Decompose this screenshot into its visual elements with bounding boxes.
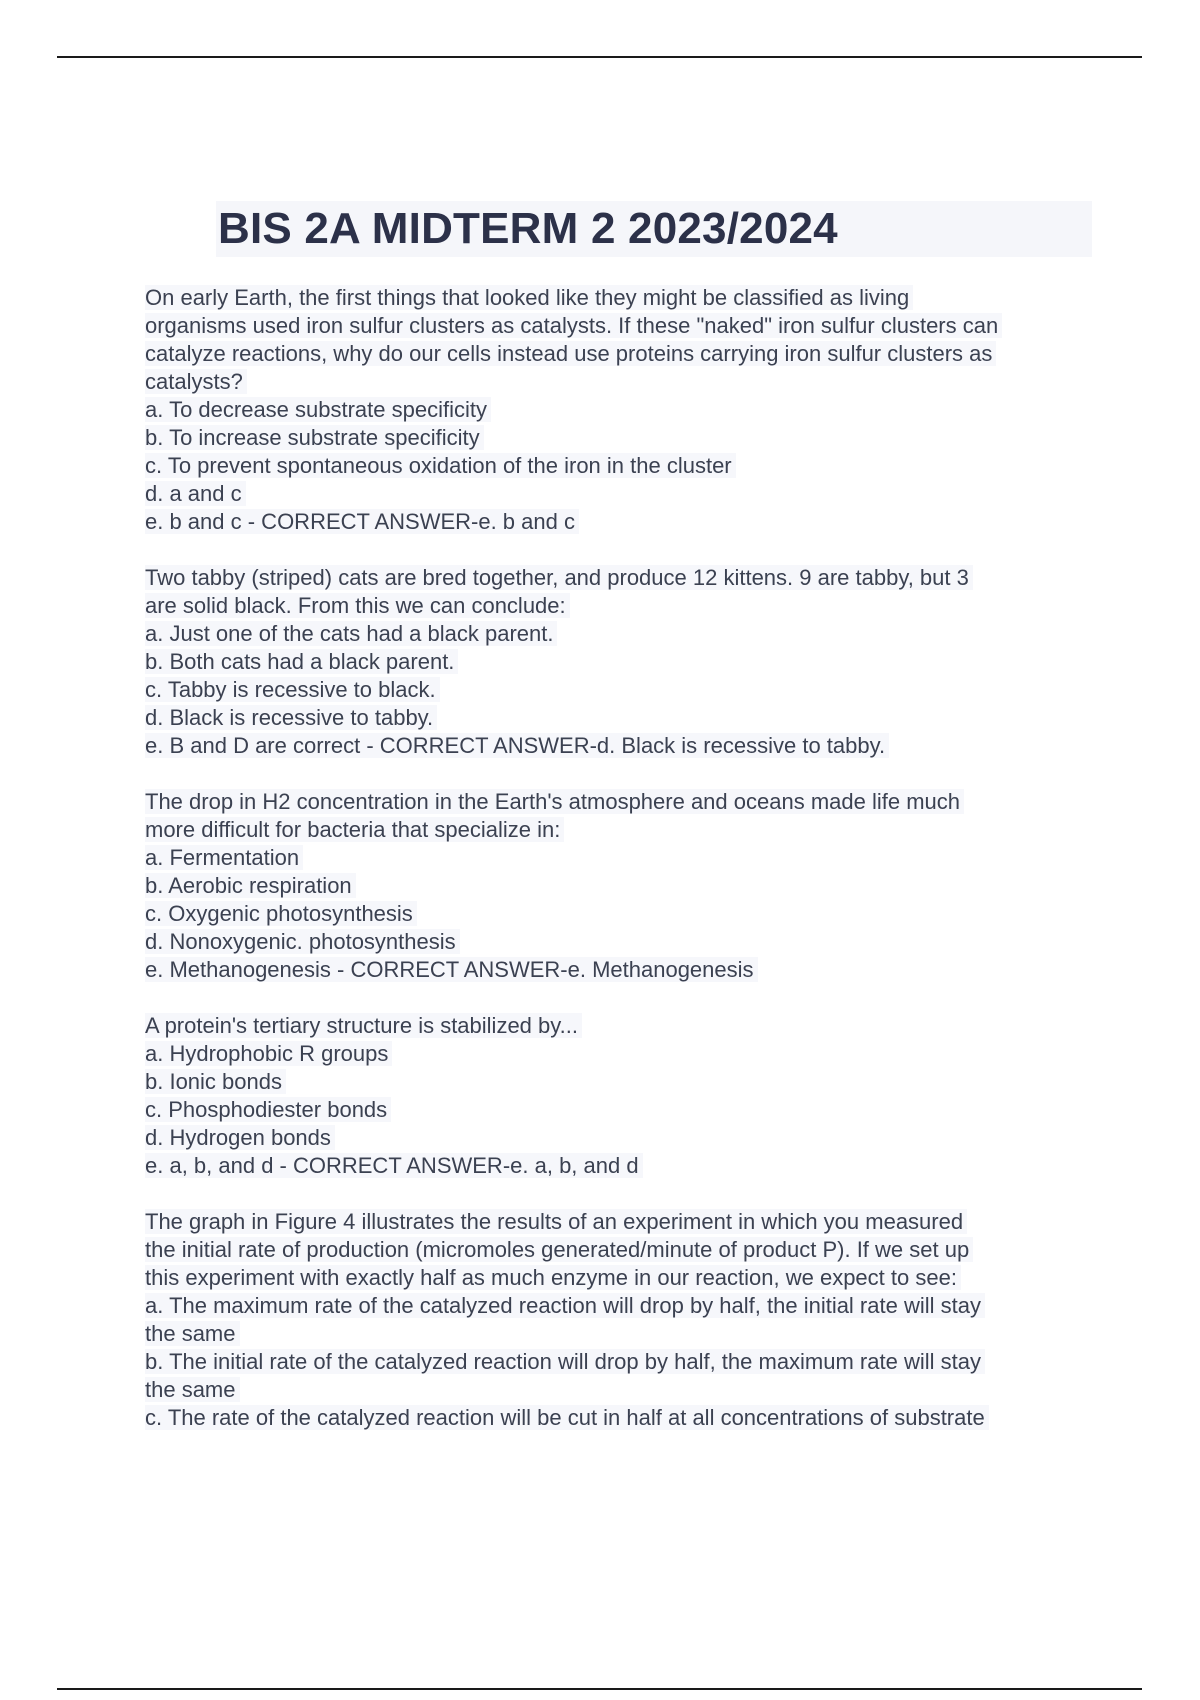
question-4 [145, 1012, 1105, 1180]
answer-option: b. Aerobic respiration [145, 872, 1105, 900]
question-3 [145, 788, 1105, 984]
question-line: The graph in Figure 4 illustrates the results of an experiment in which you measured [145, 1208, 1105, 1236]
question-line: organisms used iron sulfur clusters as catalysts. If these "naked" iron sulfur clusters can [145, 312, 1105, 340]
top-rule [57, 56, 1142, 58]
answer-option: b. The initial rate of the catalyzed reaction will drop by half, the maximum rate will stay [145, 1348, 1105, 1376]
answer-option: c. To prevent spontaneous oxidation of the iron in the cluster [145, 452, 1105, 480]
answer-option: c. Oxygenic photosynthesis [145, 900, 1105, 928]
answer-option: c. Phosphodiester bonds [145, 1096, 1105, 1124]
question-line: this experiment with exactly half as much enzyme in our reaction, we expect to see: [145, 1264, 1105, 1292]
answer-option: the same [145, 1320, 1105, 1348]
answer-option: a. Hydrophobic R groups [145, 1040, 1105, 1068]
answer-option: b. Both cats had a black parent. [145, 648, 1105, 676]
question-line: more difficult for bacteria that specialize in: [145, 816, 1105, 844]
answer-option: a. Just one of the cats had a black parent. [145, 620, 1105, 648]
question-line: A protein's tertiary structure is stabilized by... [145, 1012, 1105, 1040]
bottom-rule [57, 1688, 1142, 1690]
answer-option: c. Tabby is recessive to black. [145, 676, 1105, 704]
answer-option: d. Hydrogen bonds [145, 1124, 1105, 1152]
answer-option: the same [145, 1376, 1105, 1404]
question-line: The drop in H2 concentration in the Earth's atmosphere and oceans made life much [145, 788, 1105, 816]
answer-option: a. To decrease substrate specificity [145, 396, 1105, 424]
answer-option: a. Fermentation [145, 844, 1105, 872]
answer-option-correct: e. a, b, and d - CORRECT ANSWER-e. a, b, and d [145, 1152, 1105, 1180]
question-line: the initial rate of production (micromoles generated/minute of product P). If we set up [145, 1236, 1105, 1264]
question-line: catalyze reactions, why do our cells instead use proteins carrying iron sulfur clusters as [145, 340, 1105, 368]
answer-option: d. Black is recessive to tabby. [145, 704, 1105, 732]
question-5 [145, 1208, 1105, 1432]
answer-option: d. a and c [145, 480, 1105, 508]
answer-option-correct: e. Methanogenesis - CORRECT ANSWER-e. Methanogenesis [145, 956, 1105, 984]
answer-option-correct: e. B and D are correct - CORRECT ANSWER-d. Black is recessive to tabby. [145, 732, 1105, 760]
question-1 [145, 284, 1105, 536]
answer-option: a. The maximum rate of the catalyzed reaction will drop by half, the initial rate will stay [145, 1292, 1105, 1320]
answer-option: d. Nonoxygenic. photosynthesis [145, 928, 1105, 956]
question-line: Two tabby (striped) cats are bred together, and produce 12 kittens. 9 are tabby, but 3 [145, 564, 1105, 592]
document-title: BIS 2A MIDTERM 2 2023/2024 [218, 204, 838, 253]
document-body [145, 284, 1105, 1460]
answer-option: b. Ionic bonds [145, 1068, 1105, 1096]
answer-option-correct: e. b and c - CORRECT ANSWER-e. b and c [145, 508, 1105, 536]
question-line: are solid black. From this we can conclude: [145, 592, 1105, 620]
question-2 [145, 564, 1105, 760]
question-line: catalysts? [145, 368, 1105, 396]
answer-option: b. To increase substrate specificity [145, 424, 1105, 452]
answer-option: c. The rate of the catalyzed reaction will be cut in half at all concentrations of substrate [145, 1404, 1105, 1432]
question-line: On early Earth, the first things that looked like they might be classified as living [145, 284, 1105, 312]
